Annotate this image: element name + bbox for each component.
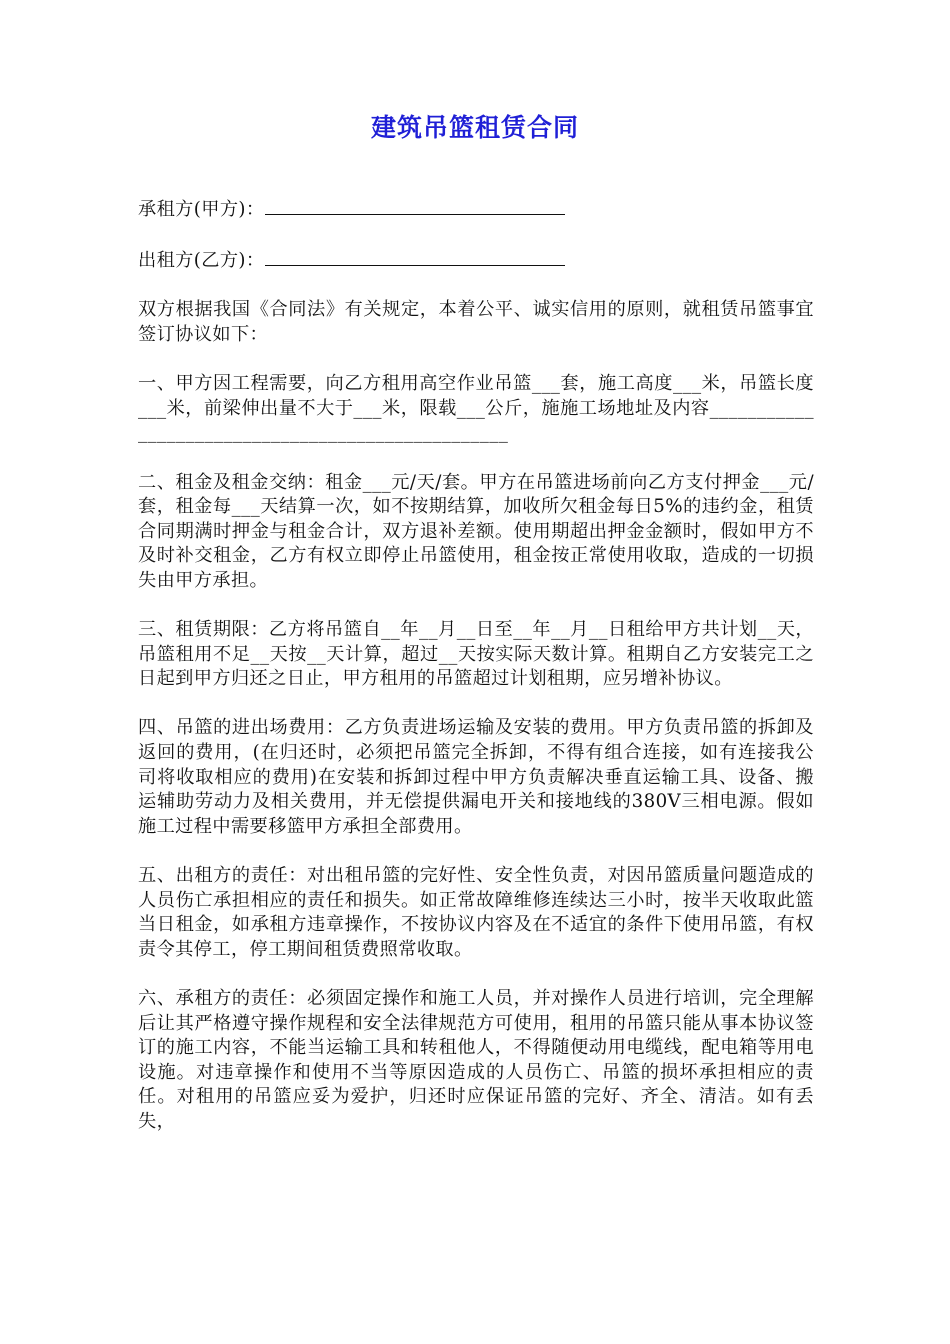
clause-5-paragraph: 五、出租方的责任：对出租吊篮的完好性、安全性负责，对因吊篮质量问题造成的人员伤亡承担相应的责任和损失。如正常故障维修连续达三小时，按半天收取此篮当日租金，如承租方违章操作，不按协议内容及在不适宜的条件下使用吊篮，有权责令其停工，停工期间租赁费照常收取。	[138, 865, 814, 960]
lessee-line	[138, 196, 814, 223]
clause-1-paragraph: 一、甲方因工程需要，向乙方租用高空作业吊篮___套，施工高度___米，吊篮长度___米，前梁伸出量不大于___米，限载___公斤，施施工场地址及内容__________________________________________________	[138, 373, 814, 444]
clause-2-paragraph: 二、租金及租金交纳：租金___元/天/套。甲方在吊篮进场前向乙方支付押金___元/套，租金每___天结算一次，如不按期结算，加收所欠租金每日5%的违约金，租赁合同期满时押金与租金合计，双方退补差额。使用期超出押金金额时，假如甲方不及时补交租金，乙方有权立即停止吊篮使用，租金按正常使用收取，造成的一切损失由甲方承担。	[138, 471, 814, 591]
intro-paragraph: 双方根据我国《合同法》有关规定，本着公平、诚实信用的原则，就租赁吊篮事宜签订协议如下：	[138, 299, 814, 345]
lessee-blank	[265, 196, 565, 215]
lessor-label: 出租方(乙方)：	[138, 250, 265, 272]
clause-3-paragraph: 三、租赁期限：乙方将吊篮自__年__月__日至__年__月__日租给甲方共计划__天，吊篮租用不足__天按__天计算，超过__天按实际天数计算。租期自乙方安装完工之日起到甲方归还之日止，甲方租用的吊篮超过计划租期，应另增补协议。	[138, 619, 814, 690]
document-body	[138, 196, 814, 1159]
lessor-blank	[265, 247, 565, 266]
clause-4-paragraph: 四、吊篮的进出场费用：乙方负责进场运输及安装的费用。甲方负责吊篮的拆卸及返回的费用，(在归还时，必须把吊篮完全拆卸，不得有组合连接，如有连接我公司将收取相应的费用)在安装和拆卸过程中甲方负责解决垂直运输工具、设备、搬运辅助劳动力及相关费用，并无偿提供漏电开关和接地线的380V三相电源。假如施工过程中需要移篮甲方承担全部费用。	[138, 717, 814, 837]
document-title: 建筑吊篮租赁合同	[370, 113, 579, 142]
clause-6-paragraph: 六、承租方的责任：必须固定操作和施工人员，并对操作人员进行培训，完全理解后让其严格遵守操作规程和安全法律规范方可使用，租用的吊篮只能从事本协议签订的施工内容，不能当运输工具和转租他人，不得随便动用电缆线，配电箱等用电设施。对违章操作和使用不当等原因造成的人员伤亡、吊篮的损坏承担相应的责任。对租用的吊篮应妥为爱护，归还时应保证吊篮的完好、齐全、清洁。如有丢失，	[138, 988, 814, 1132]
lessee-label: 承租方(甲方)：	[138, 199, 265, 220]
lessor-line	[138, 247, 814, 274]
